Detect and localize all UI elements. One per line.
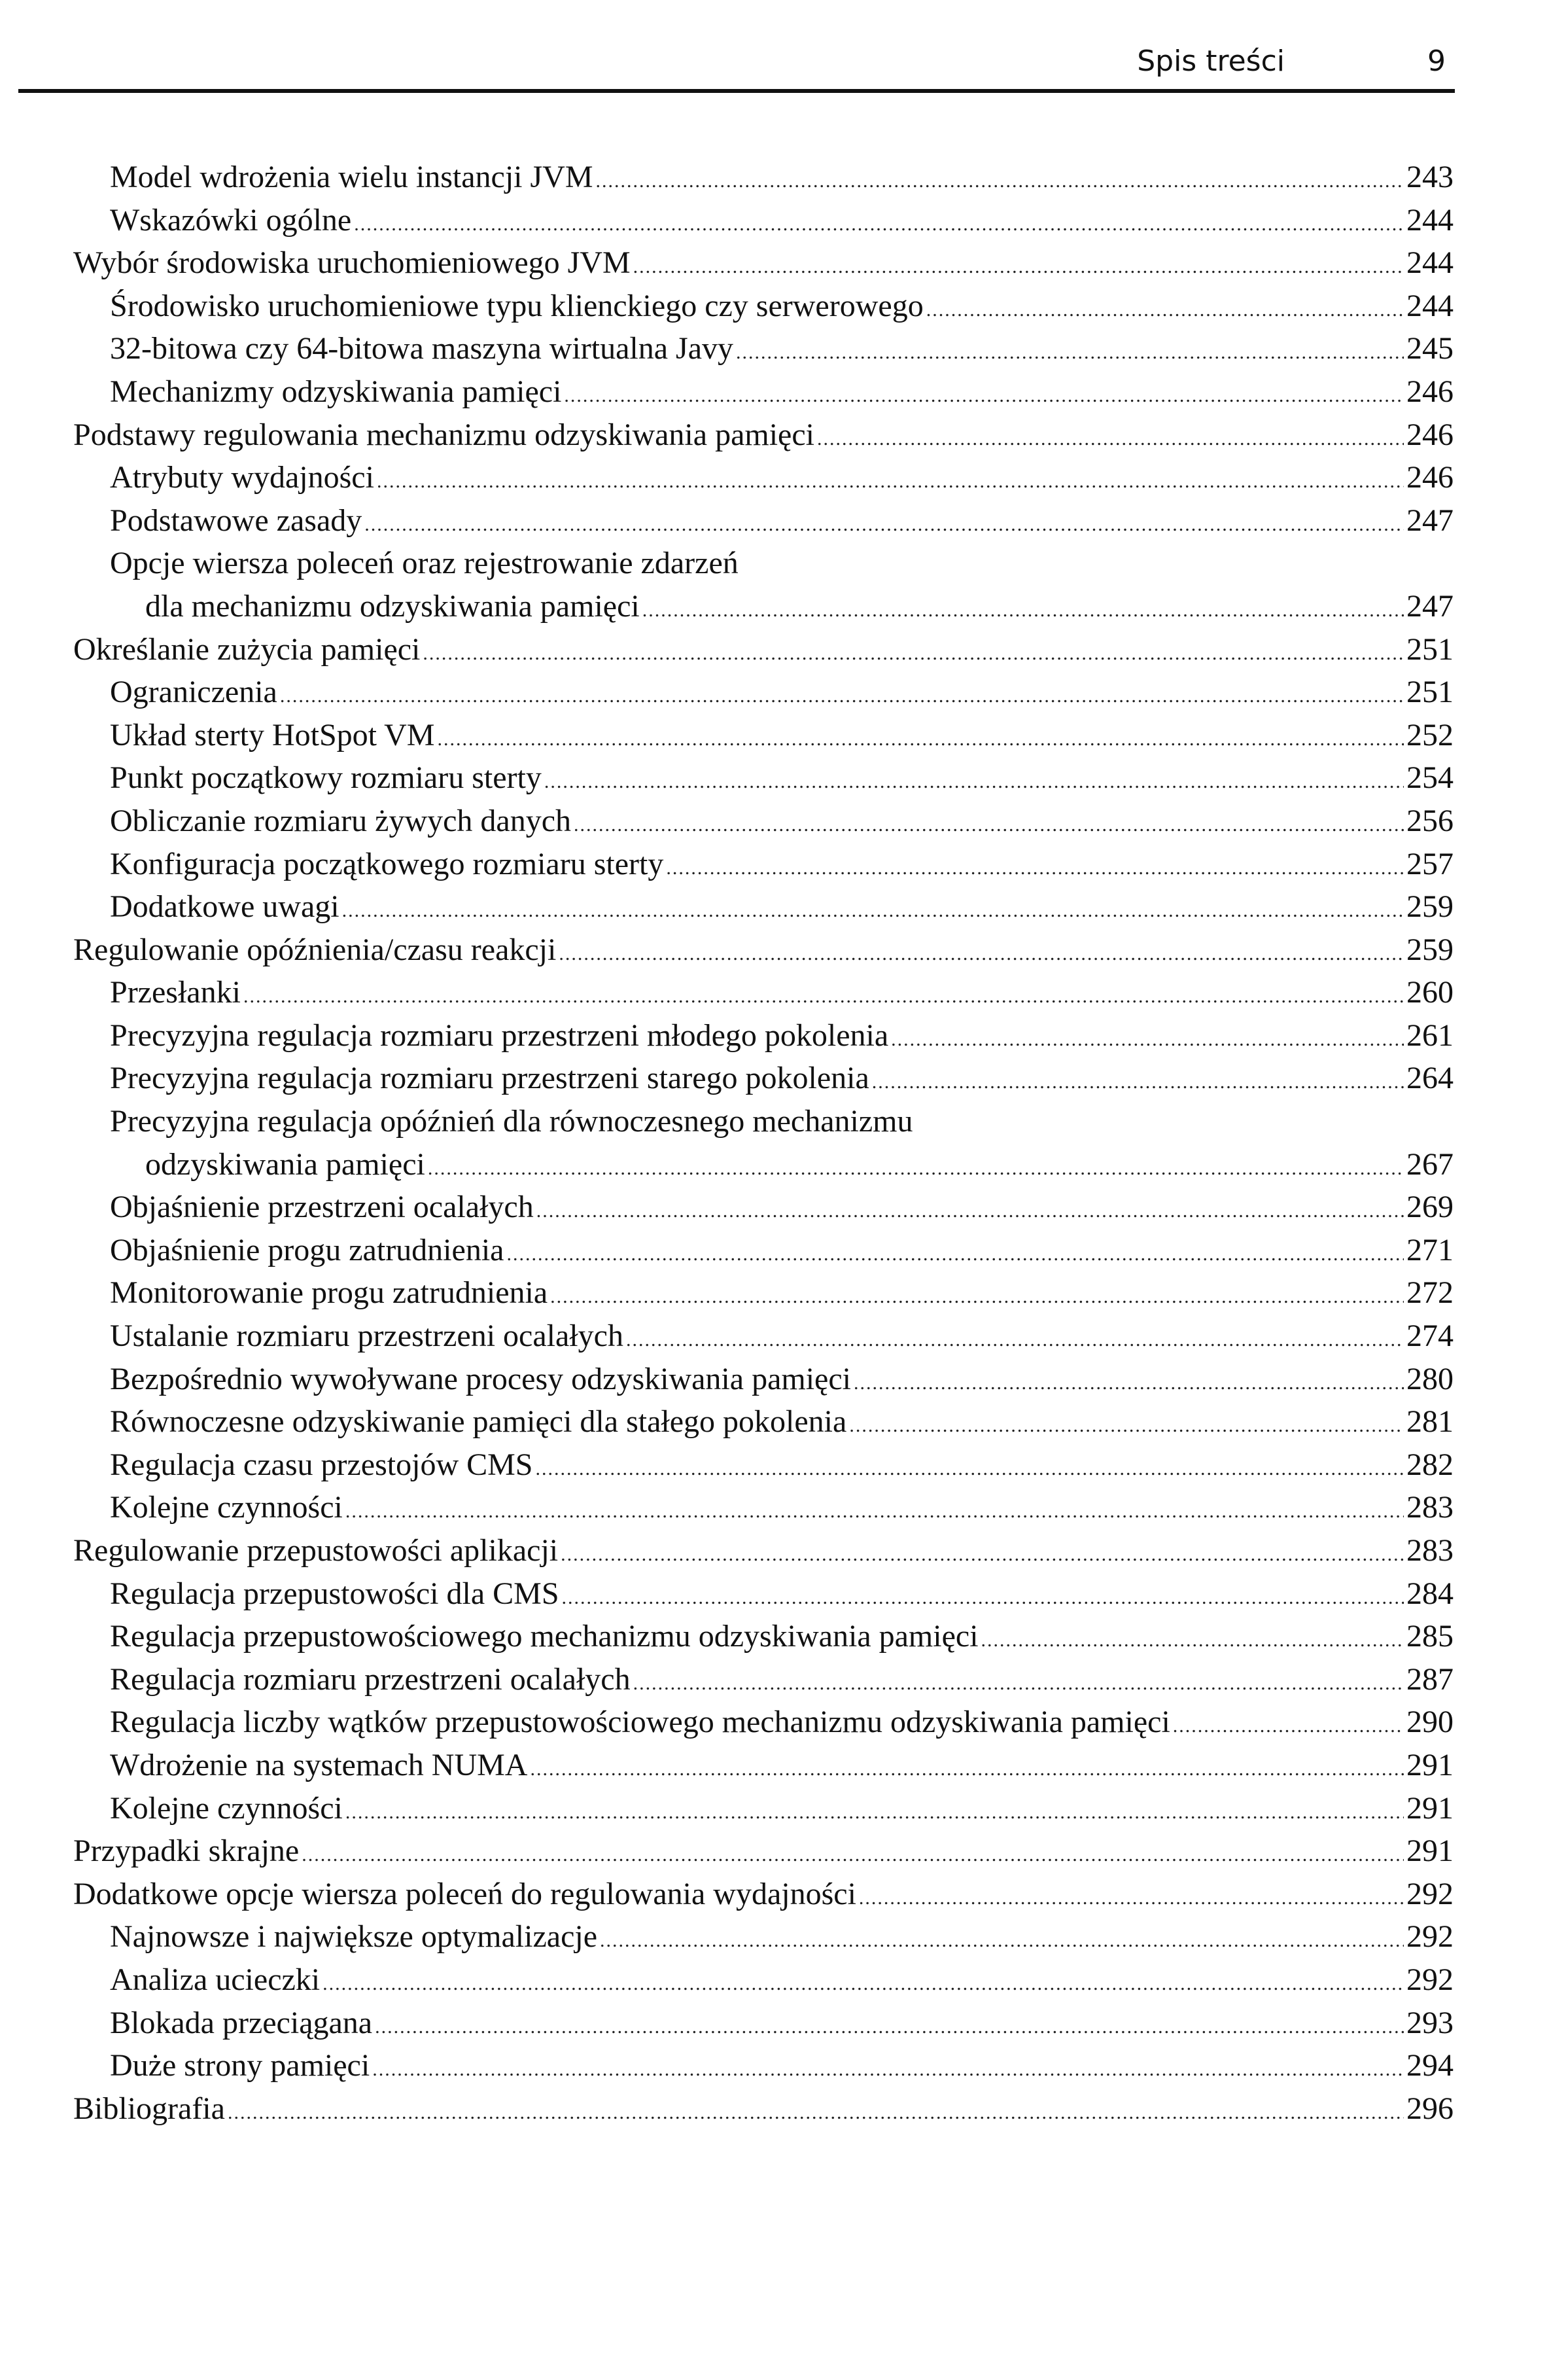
toc-entry-title: Wskazówki ogólne: [110, 202, 352, 238]
toc-entry-page: 294: [1406, 2048, 1454, 2083]
dot-leader: [564, 374, 1404, 417]
toc-entry-title: Konfiguracja początkowego rozmiaru sterty: [110, 846, 664, 881]
dot-leader: [345, 1791, 1404, 1834]
toc-entry-page: 246: [1406, 460, 1454, 495]
toc-entry[interactable]: [73, 1915, 1454, 1958]
table-of-contents: [73, 156, 1454, 2130]
toc-entry-title: dla mechanizmu odzyskiwania pamięci: [145, 588, 640, 624]
toc-entry-page: 292: [1406, 1962, 1454, 1997]
toc-entry[interactable]: [73, 843, 1454, 886]
toc-entry-title: Regulacja czasu przestojów CMS: [110, 1447, 533, 1482]
toc-entry[interactable]: [73, 456, 1454, 499]
toc-entry-title: Przypadki skrajne: [73, 1833, 300, 1869]
toc-entry-page: 272: [1406, 1275, 1454, 1311]
toc-entry[interactable]: [73, 2002, 1454, 2045]
toc-entry-title: Regulacja rozmiaru przestrzeni ocalałych: [110, 1661, 631, 1697]
dot-leader: [817, 417, 1404, 461]
toc-entry-page: 293: [1406, 2005, 1454, 2040]
dot-leader: [1173, 1705, 1404, 1748]
dot-leader: [345, 1490, 1404, 1533]
toc-entry-page: 260: [1406, 975, 1454, 1010]
toc-entry[interactable]: [73, 1443, 1454, 1487]
dot-leader: [530, 1748, 1404, 1791]
dot-leader: [536, 1190, 1404, 1233]
toc-entry[interactable]: [73, 1057, 1454, 1100]
toc-entry[interactable]: [73, 2044, 1454, 2087]
toc-entry-page: 290: [1406, 1705, 1454, 1740]
dot-leader: [364, 503, 1404, 546]
toc-entry[interactable]: [73, 885, 1454, 929]
toc-entry-page: 247: [1406, 503, 1454, 538]
toc-entry-title: Wybór środowiska uruchomieniowego JVM: [73, 245, 631, 281]
dot-leader: [633, 245, 1404, 289]
dot-leader: [536, 1447, 1404, 1491]
toc-entry-title: Ustalanie rozmiaru przestrzeni ocalałych: [110, 1319, 623, 1354]
toc-entry[interactable]: [73, 1830, 1454, 1873]
dot-leader: [243, 975, 1404, 1018]
toc-entry[interactable]: [73, 1701, 1454, 1744]
toc-entry[interactable]: [73, 1787, 1454, 1830]
dot-leader: [423, 632, 1404, 675]
toc-entry[interactable]: [73, 414, 1454, 457]
toc-entry-page: 259: [1406, 932, 1454, 967]
toc-entry-page: 269: [1406, 1190, 1454, 1225]
toc-entry[interactable]: [73, 1958, 1454, 2002]
toc-entry-title: Regulowanie przepustowości aplikacji: [73, 1533, 559, 1568]
toc-entry-page: 254: [1406, 760, 1454, 796]
toc-entry-title: Kolejne czynności: [110, 1490, 343, 1525]
toc-entry[interactable]: [73, 1100, 1454, 1143]
toc-entry-title: Układ sterty HotSpot VM: [110, 717, 435, 752]
toc-entry[interactable]: [73, 1315, 1454, 1358]
toc-entry[interactable]: [73, 1271, 1454, 1315]
toc-entry[interactable]: [73, 241, 1454, 285]
dot-leader: [437, 718, 1404, 761]
toc-entry[interactable]: [73, 1744, 1454, 1787]
toc-entry[interactable]: [73, 1873, 1454, 1916]
toc-entry[interactable]: [73, 1529, 1454, 1572]
toc-entry[interactable]: [73, 1400, 1454, 1443]
toc-entry[interactable]: [73, 1014, 1454, 1057]
dot-leader: [633, 1662, 1404, 1705]
dot-leader: [377, 460, 1404, 503]
toc-entry[interactable]: [73, 327, 1454, 370]
toc-entry-title: Regulacja liczby wątków przepustowościowego mechanizmu odzyskiwania pamięci: [110, 1705, 1170, 1740]
dot-leader: [736, 331, 1404, 374]
toc-entry-page: 291: [1406, 1790, 1454, 1826]
dot-leader: [642, 589, 1404, 632]
dot-leader: [354, 203, 1404, 246]
toc-entry[interactable]: [73, 370, 1454, 414]
toc-entry-title: Kolejne czynności: [110, 1790, 343, 1826]
toc-entry-page: 244: [1406, 245, 1454, 281]
toc-entry-title: Atrybuty wydajności: [110, 460, 374, 495]
toc-entry-page: 259: [1406, 889, 1454, 925]
toc-entry-page: 283: [1406, 1533, 1454, 1568]
toc-entry-title: Mechanizmy odzyskiwania pamięci: [110, 374, 562, 409]
dot-leader: [375, 2006, 1404, 2049]
toc-entry[interactable]: [73, 756, 1454, 800]
toc-entry-title: Analiza ucieczki: [110, 1962, 321, 1997]
toc-entry[interactable]: [73, 156, 1454, 199]
toc-entry[interactable]: [73, 585, 1454, 628]
dot-leader: [342, 889, 1404, 932]
toc-entry-page: 283: [1406, 1490, 1454, 1525]
toc-entry[interactable]: [73, 199, 1454, 242]
toc-entry-title: Objaśnienie przestrzeni ocalałych: [110, 1190, 534, 1225]
toc-entry-title: odzyskiwania pamięci: [145, 1146, 425, 1182]
toc-entry-page: 245: [1406, 331, 1454, 366]
dot-leader: [849, 1404, 1404, 1447]
toc-entry[interactable]: [73, 971, 1454, 1014]
toc-entry-title: Równoczesne odzyskiwanie pamięci dla stałego pokolenia: [110, 1404, 847, 1440]
toc-entry-title: Opcje wiersza poleceń oraz rejestrowanie zdarzeń: [110, 546, 739, 581]
toc-entry-title: 32-bitowa czy 64-bitowa maszyna wirtualna Javy: [110, 331, 734, 366]
dot-leader: [562, 1576, 1404, 1620]
toc-entry[interactable]: [73, 1572, 1454, 1616]
toc-entry-page: 246: [1406, 417, 1454, 452]
toc-entry[interactable]: [73, 2087, 1454, 2131]
dot-leader: [854, 1362, 1404, 1405]
dot-leader: [574, 804, 1404, 847]
toc-entry-page: 291: [1406, 1747, 1454, 1782]
toc-entry-title: Objaśnienie progu zatrudnienia: [110, 1232, 504, 1267]
toc-entry-title: Podstawowe zasady: [110, 503, 362, 538]
toc-entry-page: 285: [1406, 1619, 1454, 1654]
toc-entry-title: Dodatkowe opcje wiersza poleceń do regulowania wydajności: [73, 1876, 856, 1911]
toc-entry[interactable]: [73, 800, 1454, 843]
dot-leader: [872, 1061, 1404, 1104]
toc-entry-page: 256: [1406, 803, 1454, 838]
toc-entry[interactable]: [73, 1486, 1454, 1529]
toc-entry[interactable]: [73, 542, 1454, 585]
toc-entry-title: Wdrożenie na systemach NUMA: [110, 1747, 528, 1782]
toc-entry-page: 291: [1406, 1833, 1454, 1869]
toc-entry-page: 267: [1406, 1146, 1454, 1182]
dot-leader: [228, 2091, 1404, 2134]
dot-leader: [280, 675, 1404, 718]
toc-entry-title: Bibliografia: [73, 2091, 225, 2126]
dot-leader: [559, 932, 1404, 976]
toc-entry[interactable]: [73, 1658, 1454, 1701]
toc-entry-title: Monitorowanie progu zatrudnienia: [110, 1275, 548, 1311]
toc-entry-title: Regulacja przepustowościowego mechanizmu odzyskiwania pamięci: [110, 1619, 979, 1654]
toc-entry-title: Precyzyjna regulacja rozmiaru przestrzeni starego pokolenia: [110, 1061, 869, 1096]
toc-entry-page: 261: [1406, 1018, 1454, 1053]
toc-entry[interactable]: [73, 499, 1454, 542]
toc-entry[interactable]: [73, 628, 1454, 671]
toc-entry-title: Precyzyjna regulacja rozmiaru przestrzeni młodego pokolenia: [110, 1018, 889, 1053]
toc-entry[interactable]: [73, 929, 1454, 972]
toc-entry-title: Dodatkowe uwagi: [110, 889, 340, 925]
toc-entry-page: 280: [1406, 1361, 1454, 1396]
running-head-title: Spis treści: [1137, 44, 1285, 78]
dot-leader: [428, 1147, 1404, 1190]
toc-entry-page: 264: [1406, 1061, 1454, 1096]
toc-entry-title: Podstawy regulowania mechanizmu odzyskiwania pamięci: [73, 417, 814, 452]
toc-entry-page: 296: [1406, 2091, 1454, 2126]
dot-leader: [506, 1233, 1404, 1276]
toc-entry[interactable]: [73, 285, 1454, 328]
dot-leader: [891, 1018, 1404, 1061]
toc-entry-page: 251: [1406, 675, 1454, 710]
toc-entry-title: Ograniczenia: [110, 675, 277, 710]
dot-leader: [596, 160, 1404, 203]
dot-leader: [322, 1962, 1404, 2006]
dot-leader: [550, 1275, 1404, 1319]
toc-entry-page: 271: [1406, 1232, 1454, 1267]
toc-entry-page: 284: [1406, 1576, 1454, 1611]
dot-leader: [981, 1619, 1404, 1662]
toc-entry-page: 281: [1406, 1404, 1454, 1440]
toc-entry-title: Bezpośrednio wywoływane procesy odzyskiwania pamięci: [110, 1361, 851, 1396]
toc-entry[interactable]: [73, 1143, 1454, 1186]
toc-entry-title: Najnowsze i największe optymalizacje: [110, 1919, 598, 1955]
toc-entry[interactable]: [73, 1358, 1454, 1401]
toc-entry-title: Środowisko uruchomieniowe typu klienckiego czy serwerowego: [110, 288, 924, 323]
toc-entry-page: 292: [1406, 1876, 1454, 1911]
toc-entry[interactable]: [73, 1186, 1454, 1229]
toc-entry-page: 292: [1406, 1919, 1454, 1955]
toc-entry-title: Regulacja przepustowości dla CMS: [110, 1576, 559, 1611]
toc-entry-page: 244: [1406, 288, 1454, 323]
toc-entry-page: 247: [1406, 588, 1454, 624]
dot-leader: [600, 1919, 1404, 1962]
page-number: 9: [1427, 44, 1446, 78]
toc-entry[interactable]: [73, 1229, 1454, 1272]
toc-entry-title: Punkt początkowy rozmiaru sterty: [110, 760, 542, 796]
toc-entry-page: 243: [1406, 160, 1454, 194]
dot-leader: [666, 847, 1404, 890]
toc-entry-title: Model wdrożenia wielu instancji JVM: [110, 160, 593, 194]
dot-leader: [544, 760, 1404, 804]
toc-entry-title: Przesłanki: [110, 975, 241, 1010]
toc-entry-page: 252: [1406, 717, 1454, 752]
page-header: [18, 26, 1455, 93]
toc-entry-page: 274: [1406, 1319, 1454, 1354]
dot-leader: [372, 2048, 1404, 2091]
toc-entry[interactable]: [73, 671, 1454, 714]
toc-entry-page: 251: [1406, 631, 1454, 667]
dot-leader: [561, 1533, 1404, 1576]
dot-leader: [626, 1319, 1404, 1362]
toc-entry[interactable]: [73, 714, 1454, 757]
toc-entry-title: Duże strony pamięci: [110, 2048, 370, 2083]
toc-entry-page: 257: [1406, 846, 1454, 881]
dot-leader: [859, 1877, 1404, 1920]
toc-entry-page: 244: [1406, 202, 1454, 238]
toc-entry-page: 287: [1406, 1661, 1454, 1697]
toc-entry[interactable]: [73, 1615, 1454, 1658]
toc-entry-title: Obliczanie rozmiaru żywych danych: [110, 803, 572, 838]
toc-entry-title: Regulowanie opóźnienia/czasu reakcji: [73, 932, 557, 967]
toc-entry-page: 246: [1406, 374, 1454, 409]
toc-entry-page: 282: [1406, 1447, 1454, 1482]
toc-entry-title: Określanie zużycia pamięci: [73, 631, 421, 667]
toc-entry-title: Blokada przeciągana: [110, 2005, 373, 2040]
dot-leader: [302, 1833, 1404, 1877]
dot-leader: [926, 289, 1404, 332]
toc-entry-title: Precyzyjna regulacja opóźnień dla równoczesnego mechanizmu: [110, 1104, 913, 1139]
